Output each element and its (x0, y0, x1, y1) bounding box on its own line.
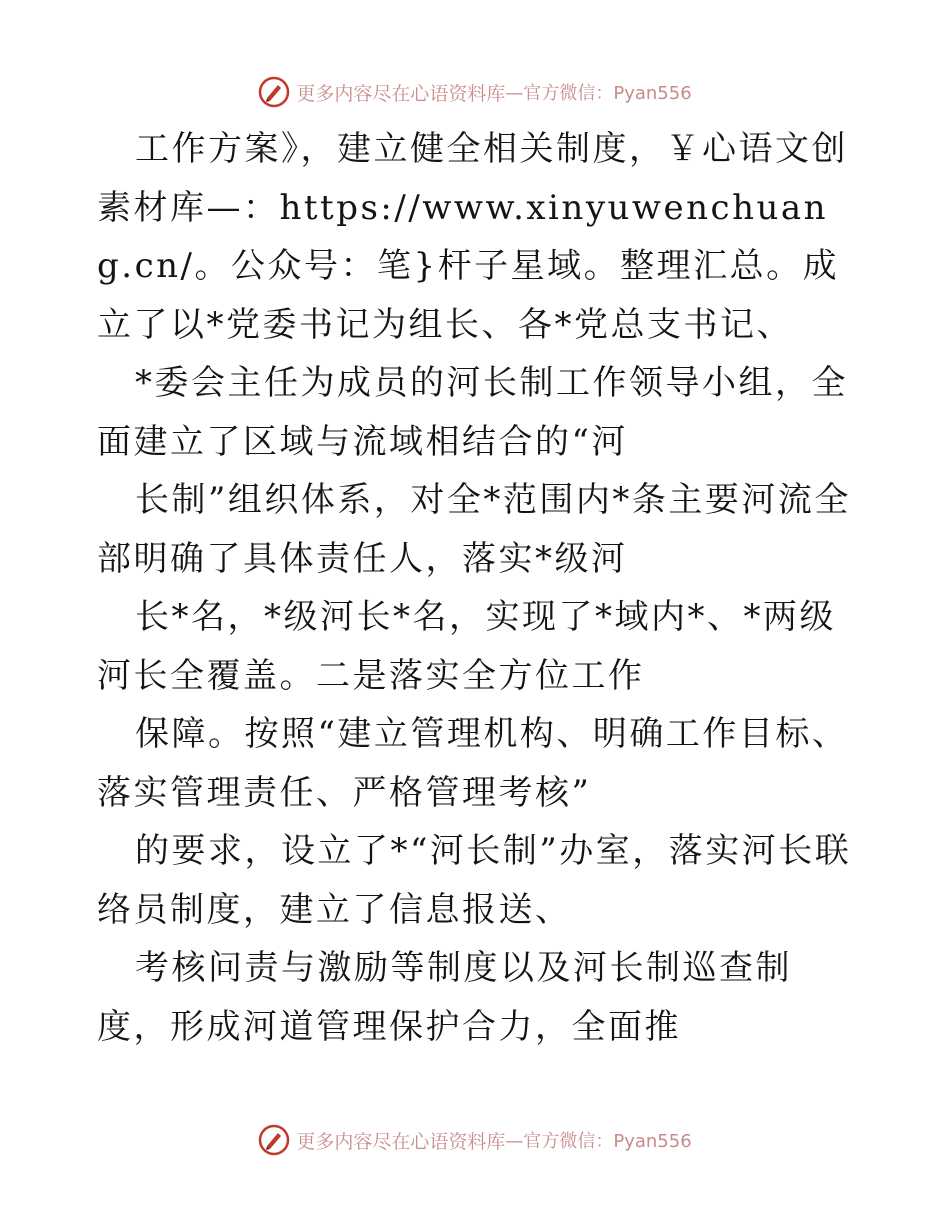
footer-watermark (0, 1120, 950, 1160)
watermark-main-text: 更多内容尽在心语资料库 (296, 1130, 506, 1153)
paragraph: 保障。按照“建立管理机构、明确工作目标、落实管理责任、严格管理考核” (97, 714, 849, 813)
paragraph: *委会主任为成员的河长制工作领导小组，全面建立了区域与流域相结合的“河 (97, 363, 848, 462)
paragraph: 考核问责与激励等制度以及河长制巡查制度，形成河道管理保护合力，全面推 (97, 948, 792, 1047)
pen-logo-icon (258, 76, 290, 108)
header-watermark (0, 72, 950, 112)
pen-logo-icon (258, 1124, 290, 1156)
watermark-sub-text: —官方微信：Pyan556 (505, 83, 692, 104)
paragraph: 工作方案》，建立健全相关制度，￥心语文创素材库—：https://www.xinyuwenchuang.cn/。公众号：笔}杆子星域。整理汇总。成立了以*党委书记为组长、各*党总支书记、 (97, 129, 848, 345)
watermark-main-text: 更多内容尽在心语资料库 (296, 82, 506, 105)
watermark-sub-text: —官方微信：Pyan556 (505, 1131, 692, 1152)
document-body (97, 120, 857, 1056)
paragraph: 长*名，*级河长*名，实现了*域内*、*两级河长全覆盖。二是落实全方位工作 (97, 597, 836, 696)
paragraph: 长制”组织体系，对全*范围内*条主要河流全部明确了具体责任人，落实*级河 (97, 480, 851, 579)
paragraph: 的要求，设立了*“河长制”办室，落实河长联络员制度，建立了信息报送、 (97, 831, 852, 930)
